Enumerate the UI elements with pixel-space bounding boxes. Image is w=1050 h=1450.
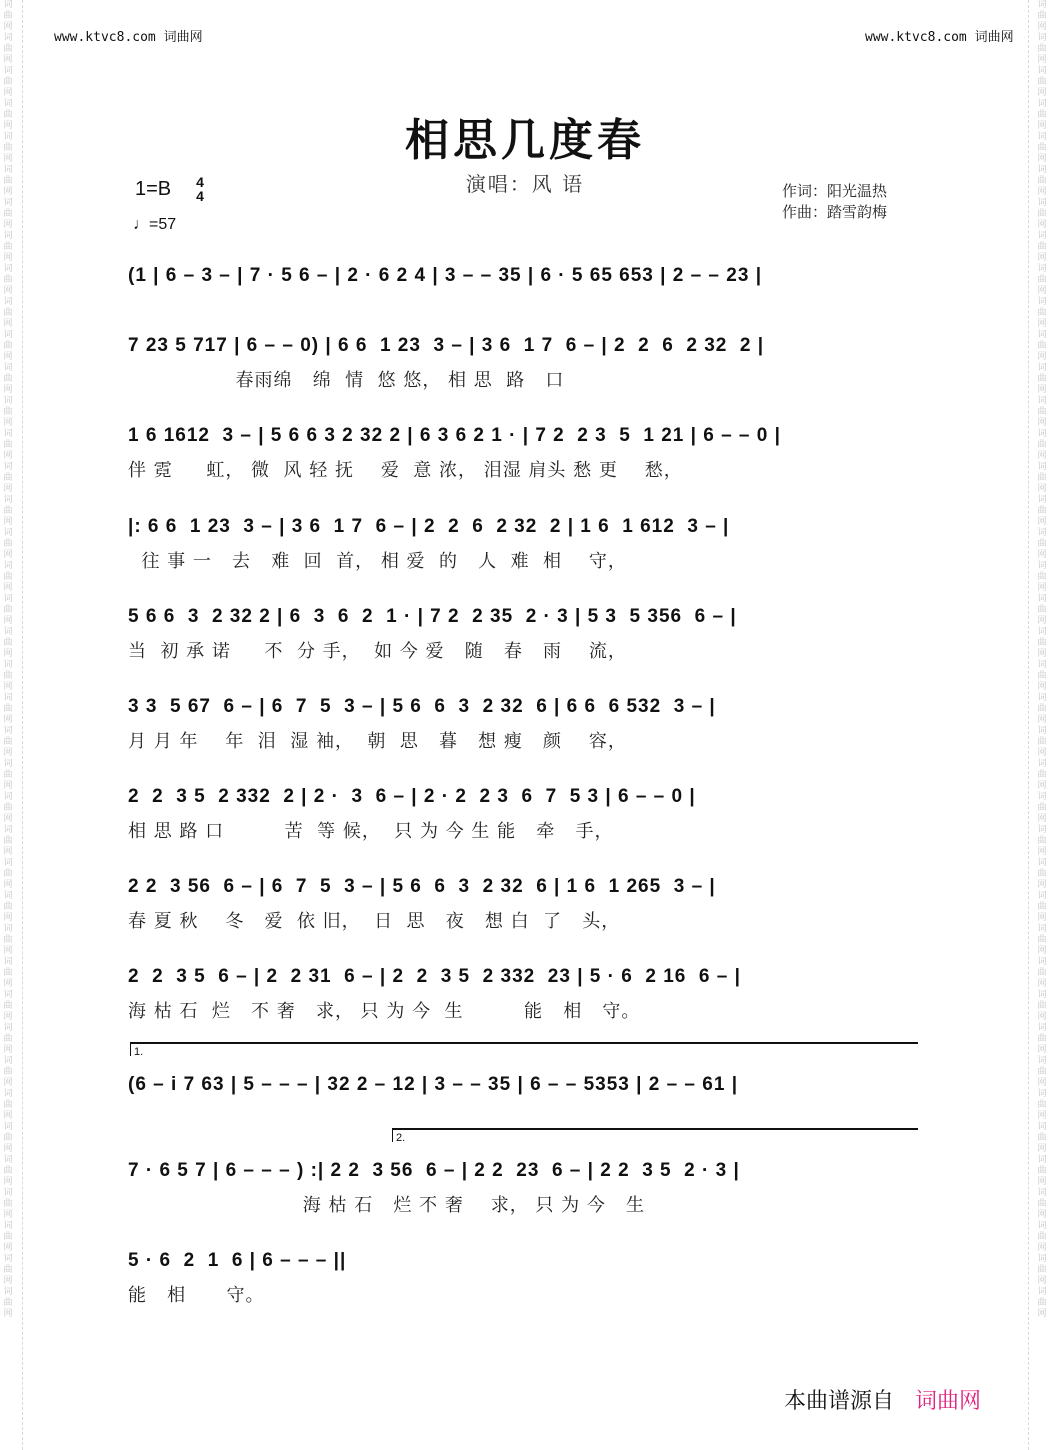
song-title: 相思几度春 (405, 115, 645, 166)
notation-row: 5 · 6 2 1 6 | 6 – – – || (128, 1250, 347, 1271)
volta-2-bracket-edge (392, 1128, 393, 1142)
header-right (865, 26, 1014, 45)
header-left-site: 词曲网 (163, 30, 203, 45)
score-line-4 (128, 514, 923, 576)
key-signature: 1=B (135, 178, 172, 200)
lyrics-row: 当 初 承 诺 不 分 手， 如 今 爱 随 春 雨 流， (128, 641, 627, 662)
score-line-3 (128, 423, 923, 485)
notation-row: 1 6 1612 3 – | 5 6 6 3 2 32 2 | 6 3 6 2 1 · | 7 2 2 3 5 1 21 | 6 – – 0 | (128, 425, 781, 446)
notation-row: 7 23 5 717 | 6 – – 0) | 6 6 1 23 3 – | 3 6 1 7 6 – | 2 2 6 2 32 2 | (128, 335, 765, 356)
tempo-marking: ♩=57 (133, 216, 177, 233)
lyrics-row: 海 枯 石 烂 不 奢 求， 只 为 今 生 (128, 1195, 646, 1216)
source-label: 本曲谱源自 (784, 1389, 895, 1414)
source-brand[interactable]: 词曲网 (915, 1389, 982, 1414)
lyrics-row: 春 夏 秋 冬 爱 依 旧， 日 思 夜 想 白 了 头， (128, 911, 621, 932)
volta-1-bracket (130, 1042, 918, 1044)
lyrics-row: 能 相 守。 (128, 1285, 265, 1306)
time-signature-bottom: 4 (196, 188, 204, 204)
volta-1-label: 1. (134, 1046, 144, 1058)
score-line-6 (128, 694, 923, 756)
volta-2-bracket (392, 1128, 918, 1130)
volta-2-label: 2. (396, 1132, 406, 1144)
lyrics-row: 伴 霓 虹， 微 风 轻 抚 爱 意 浓， 泪湿 肩头 愁 更 愁， (128, 460, 683, 481)
time-signature-top: 4 (196, 174, 204, 190)
score-line-1 (128, 263, 923, 291)
notation-row: (1 | 6 – 3 – | 7 · 5 6 – | 2 · 6 2 4 | 3 – – 35 | 6 · 5 65 653 | 2 – – 23 | (128, 265, 763, 286)
score-line-10 (128, 1072, 923, 1100)
header-left (54, 26, 203, 45)
time-signature (193, 175, 207, 203)
score-line-5 (128, 604, 923, 666)
notation-row: 2 2 3 5 6 – | 2 2 31 6 – | 2 2 3 5 2 332 23 | 5 · 6 2 16 6 – | (128, 966, 741, 987)
header-left-url[interactable]: www.ktvc8.com (54, 30, 156, 45)
lyrics-row: 相 思 路 口 苦 等 候， 只 为 今 生 能 牵 手， (128, 821, 614, 842)
notation-row: (6 – i 7 63 | 5 – – – | 32 2 – 12 | 3 – – 35 | 6 – – 5353 | 2 – – 61 | (128, 1074, 739, 1095)
lyrics-row: 春雨绵 绵 情 悠 悠， 相 思 路 口 (128, 370, 565, 391)
notation-row: |: 6 6 1 23 3 – | 3 6 1 7 6 – | 2 2 6 2 32 2 | 1 6 1 612 3 – | (128, 516, 730, 537)
header-right-site: 词曲网 (974, 30, 1014, 45)
composer-credit: 作曲：踏雪韵梅 (782, 203, 888, 221)
volta-1-bracket-edge (130, 1042, 131, 1056)
score-line-9 (128, 964, 923, 1026)
header-right-url[interactable]: www.ktvc8.com (865, 30, 967, 45)
left-watermark-strip: 词曲网词曲网词曲网词曲网词曲网词曲网词曲网词曲网词曲网词曲网词曲网词曲网词曲网词曲网词曲网词曲网词曲网词曲网词曲网词曲网词曲网词曲网词曲网词曲网词曲网词曲网词曲网词曲网词曲网词曲网词曲网词曲网词曲网词曲网词曲网词曲网词曲网词曲网词曲网词曲网 (3, 0, 13, 1319)
right-dashed-rule (1028, 0, 1029, 1450)
score-line-8 (128, 874, 923, 936)
right-watermark-strip: 词曲网词曲网词曲网词曲网词曲网词曲网词曲网词曲网词曲网词曲网词曲网词曲网词曲网词曲网词曲网词曲网词曲网词曲网词曲网词曲网词曲网词曲网词曲网词曲网词曲网词曲网词曲网词曲网词曲网词曲网词曲网词曲网词曲网词曲网词曲网词曲网词曲网词曲网词曲网词曲网 (1037, 0, 1047, 1319)
source-credit (784, 1384, 981, 1415)
singer-credit: 演唱：风 语 (465, 172, 585, 196)
notation-row: 2 2 3 5 2 332 2 | 2 · 3 6 – | 2 · 2 2 3 6 7 5 3 | 6 – – 0 | (128, 786, 696, 807)
score-line-2 (128, 333, 923, 395)
notation-row: 7 · 6 5 7 | 6 – – – ) :| 2 2 3 56 6 – | 2 2 23 6 – | 2 2 3 5 2 · 3 | (128, 1160, 740, 1181)
notation-row: 5 6 6 3 2 32 2 | 6 3 6 2 1 · | 7 2 2 35 2 · 3 | 5 3 5 356 6 – | (128, 606, 737, 627)
score-line-11 (128, 1158, 923, 1220)
notation-row: 3 3 5 67 6 – | 6 7 5 3 – | 5 6 6 3 2 32 6 | 6 6 6 532 3 – | (128, 696, 716, 717)
lyrics-row: 海 枯 石 烂 不 奢 求， 只 为 今 生 能 相 守。 (128, 1001, 641, 1022)
score-line-7 (128, 784, 923, 846)
lyrics-row: 月 月 年 年 泪 湿 袖， 朝 思 暮 想 瘦 颜 容， (128, 731, 627, 752)
notation-row: 2 2 3 56 6 – | 6 7 5 3 – | 5 6 6 3 2 32 6 | 1 6 1 265 3 – | (128, 876, 716, 897)
lyrics-row: 往 事 一 去 难 回 首， 相 爱 的 人 难 相 守， (128, 551, 627, 572)
score-line-12 (128, 1248, 923, 1310)
lyricist-credit: 作词：阳光温热 (782, 182, 888, 200)
left-dashed-rule (22, 0, 23, 1450)
